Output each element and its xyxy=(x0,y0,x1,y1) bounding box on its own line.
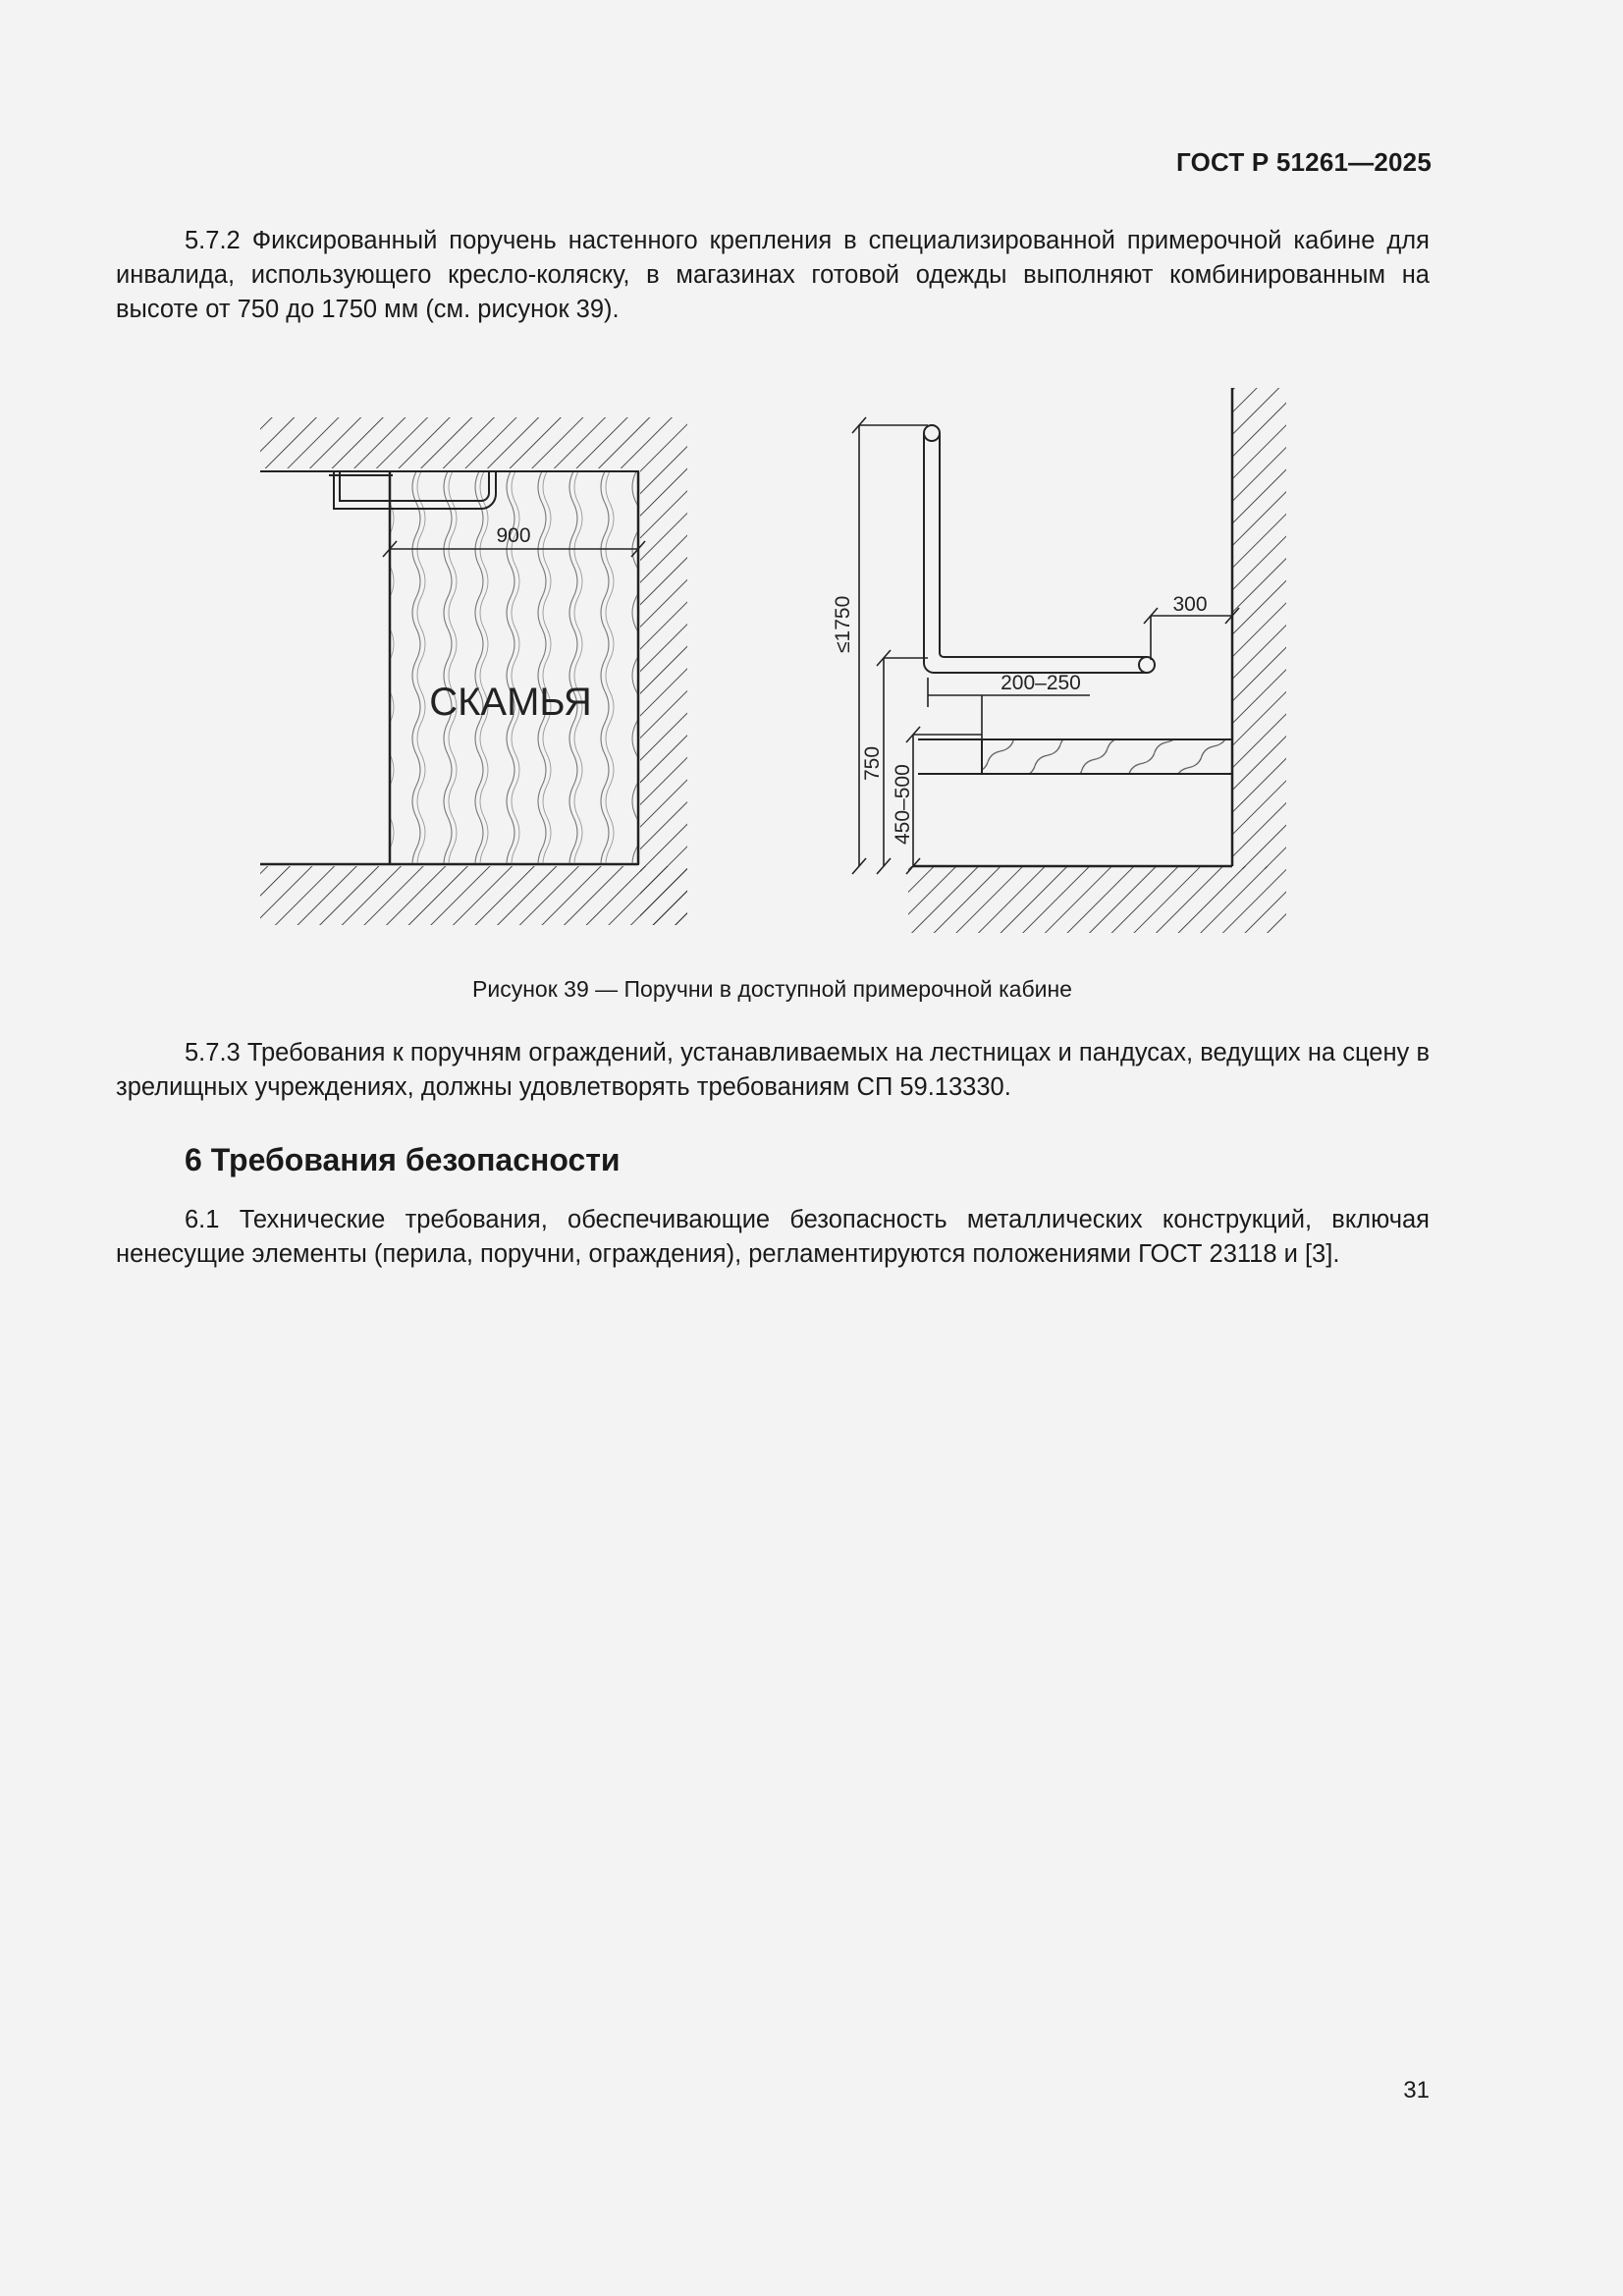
dimension-200-250-label: 200–250 xyxy=(1001,672,1081,694)
handrail-elevation xyxy=(924,425,1155,673)
dimension-1750-label: ≤1750 xyxy=(832,595,854,653)
document-code: ГОСТ Р 51261—2025 xyxy=(1176,147,1432,177)
dimension-300-label: 300 xyxy=(1172,593,1208,616)
paragraph-6-1: 6.1 Технические требования, обеспечивающие безопасность металлических конструкций, включая ненесущие элементы (перила, поручни, ограждения), регламентируются положениями ГОСТ 23118 и [3]. xyxy=(116,1206,1430,1268)
vertical-dimensions xyxy=(852,417,982,874)
section-title: 6 Требования безопасности xyxy=(185,1142,621,1177)
seat xyxy=(982,739,1232,774)
plan-view xyxy=(260,417,687,925)
figure-caption: Рисунок 39 — Поручни в доступной примерочной кабине xyxy=(472,976,1072,1002)
page-number: 31 xyxy=(1403,2077,1430,2104)
paragraph-5-7-2: 5.7.2 Фиксированный поручень настенного крепления в специализированной примерочной кабине для инвалида, использующего кресло-коляску, в магазинах готовой одежды выполняют комбинированным на высоте от 750 до 1750 мм (см. рисунок 39). xyxy=(116,227,1430,323)
bench-label: СКАМЬЯ xyxy=(429,681,592,724)
dimension-900-label: 900 xyxy=(496,524,531,547)
dimension-450-500-label: 450–500 xyxy=(892,764,914,845)
figure-39-drawing xyxy=(0,0,1623,982)
dimension-750-label: 750 xyxy=(861,745,884,781)
paragraph-5-7-3: 5.7.3 Требования к поручням ограждений, устанавливаемых на лестницах и пандусах, ведущих на сцену в зрелищных учреждениях, должны удовлетворять требованиям СП 59.13330. xyxy=(116,1039,1430,1101)
elevation-view xyxy=(832,388,1286,933)
